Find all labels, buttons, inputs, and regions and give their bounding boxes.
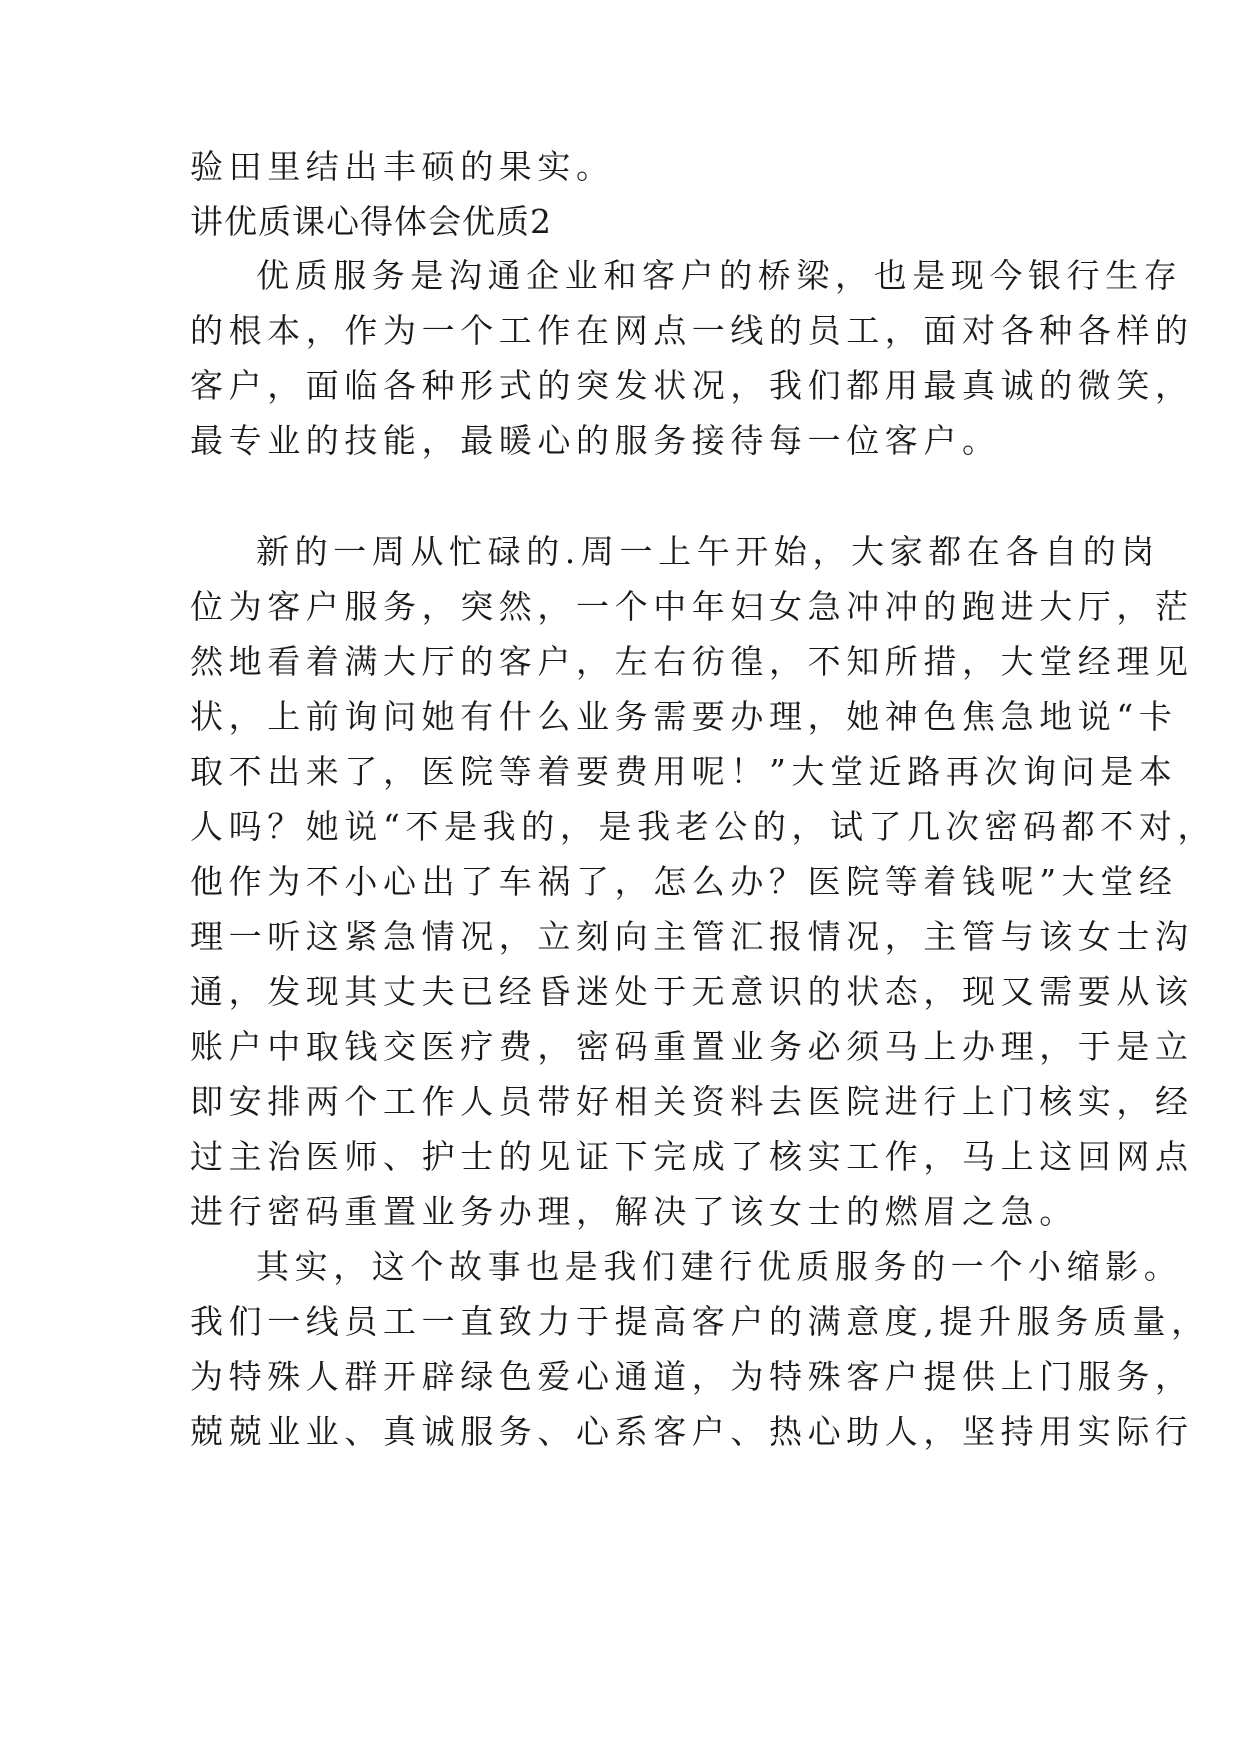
paragraph-line: 人吗？她说“不是我的，是我老公的，试了几次密码都不对， bbox=[190, 807, 1217, 846]
paragraph-line: 通，发现其丈夫已经昏迷处于无意识的状态，现又需要从该 bbox=[190, 972, 1194, 1011]
paragraph-line: 进行密码重置业务办理，解决了该女士的燃眉之急。 bbox=[190, 1192, 1078, 1231]
paragraph-line: 的根本，作为一个工作在网点一线的员工，面对各种各样的 bbox=[190, 311, 1194, 350]
paragraph-line: 我们一线员工一直致力于提高客户的满意度,提升服务质量， bbox=[190, 1302, 1210, 1341]
paragraph-line: 过主治医师、护士的见证下完成了核实工作，马上这回网点 bbox=[190, 1137, 1194, 1176]
section-heading: 讲优质课心得体会优质2 bbox=[190, 202, 552, 241]
paragraph-line: 新的一周从忙碌的.周一上午开始，大家都在各自的岗 bbox=[256, 532, 1160, 571]
paragraph-line: 兢兢业业、真诚服务、心系客户、热心助人，坚持用实际行 bbox=[190, 1412, 1194, 1451]
paragraph-line: 为特殊人群开辟绿色爱心通道，为特殊客户提供上门服务， bbox=[190, 1357, 1194, 1396]
paragraph-continuation-line: 验田里结出丰硕的果实。 bbox=[190, 147, 615, 186]
paragraph-line: 他作为不小心出了车祸了，怎么办？医院等着钱呢”大堂经 bbox=[190, 862, 1178, 901]
paragraph-line: 账户中取钱交医疗费，密码重置业务必须马上办理，于是立 bbox=[190, 1027, 1194, 1066]
paragraph-line: 最专业的技能，最暖心的服务接待每一位客户。 bbox=[190, 421, 1001, 460]
paragraph-line: 客户，面临各种形式的突发状况，我们都用最真诚的微笑， bbox=[190, 366, 1194, 405]
paragraph-line: 然地看着满大厅的客户，左右彷徨，不知所措，大堂经理见 bbox=[190, 642, 1194, 681]
paragraph-line: 状，上前询问她有什么业务需要办理，她神色焦急地说“卡 bbox=[190, 697, 1178, 736]
paragraph-line: 理一听这紧急情况，立刻向主管汇报情况，主管与该女士沟 bbox=[190, 917, 1194, 956]
paragraph-line: 其实，这个故事也是我们建行优质服务的一个小缩影。 bbox=[256, 1247, 1183, 1286]
paragraph-line: 即安排两个工作人员带好相关资料去医院进行上门核实，经 bbox=[190, 1082, 1194, 1121]
paragraph-line: 取不出来了，医院等着要费用呢！”大堂近路再次询问是本 bbox=[190, 752, 1178, 791]
paragraph-line: 优质服务是沟通企业和客户的桥梁，也是现今银行生存 bbox=[256, 256, 1183, 295]
paragraph-line: 位为客户服务，突然，一个中年妇女急冲冲的跑进大厅，茫 bbox=[190, 587, 1194, 626]
